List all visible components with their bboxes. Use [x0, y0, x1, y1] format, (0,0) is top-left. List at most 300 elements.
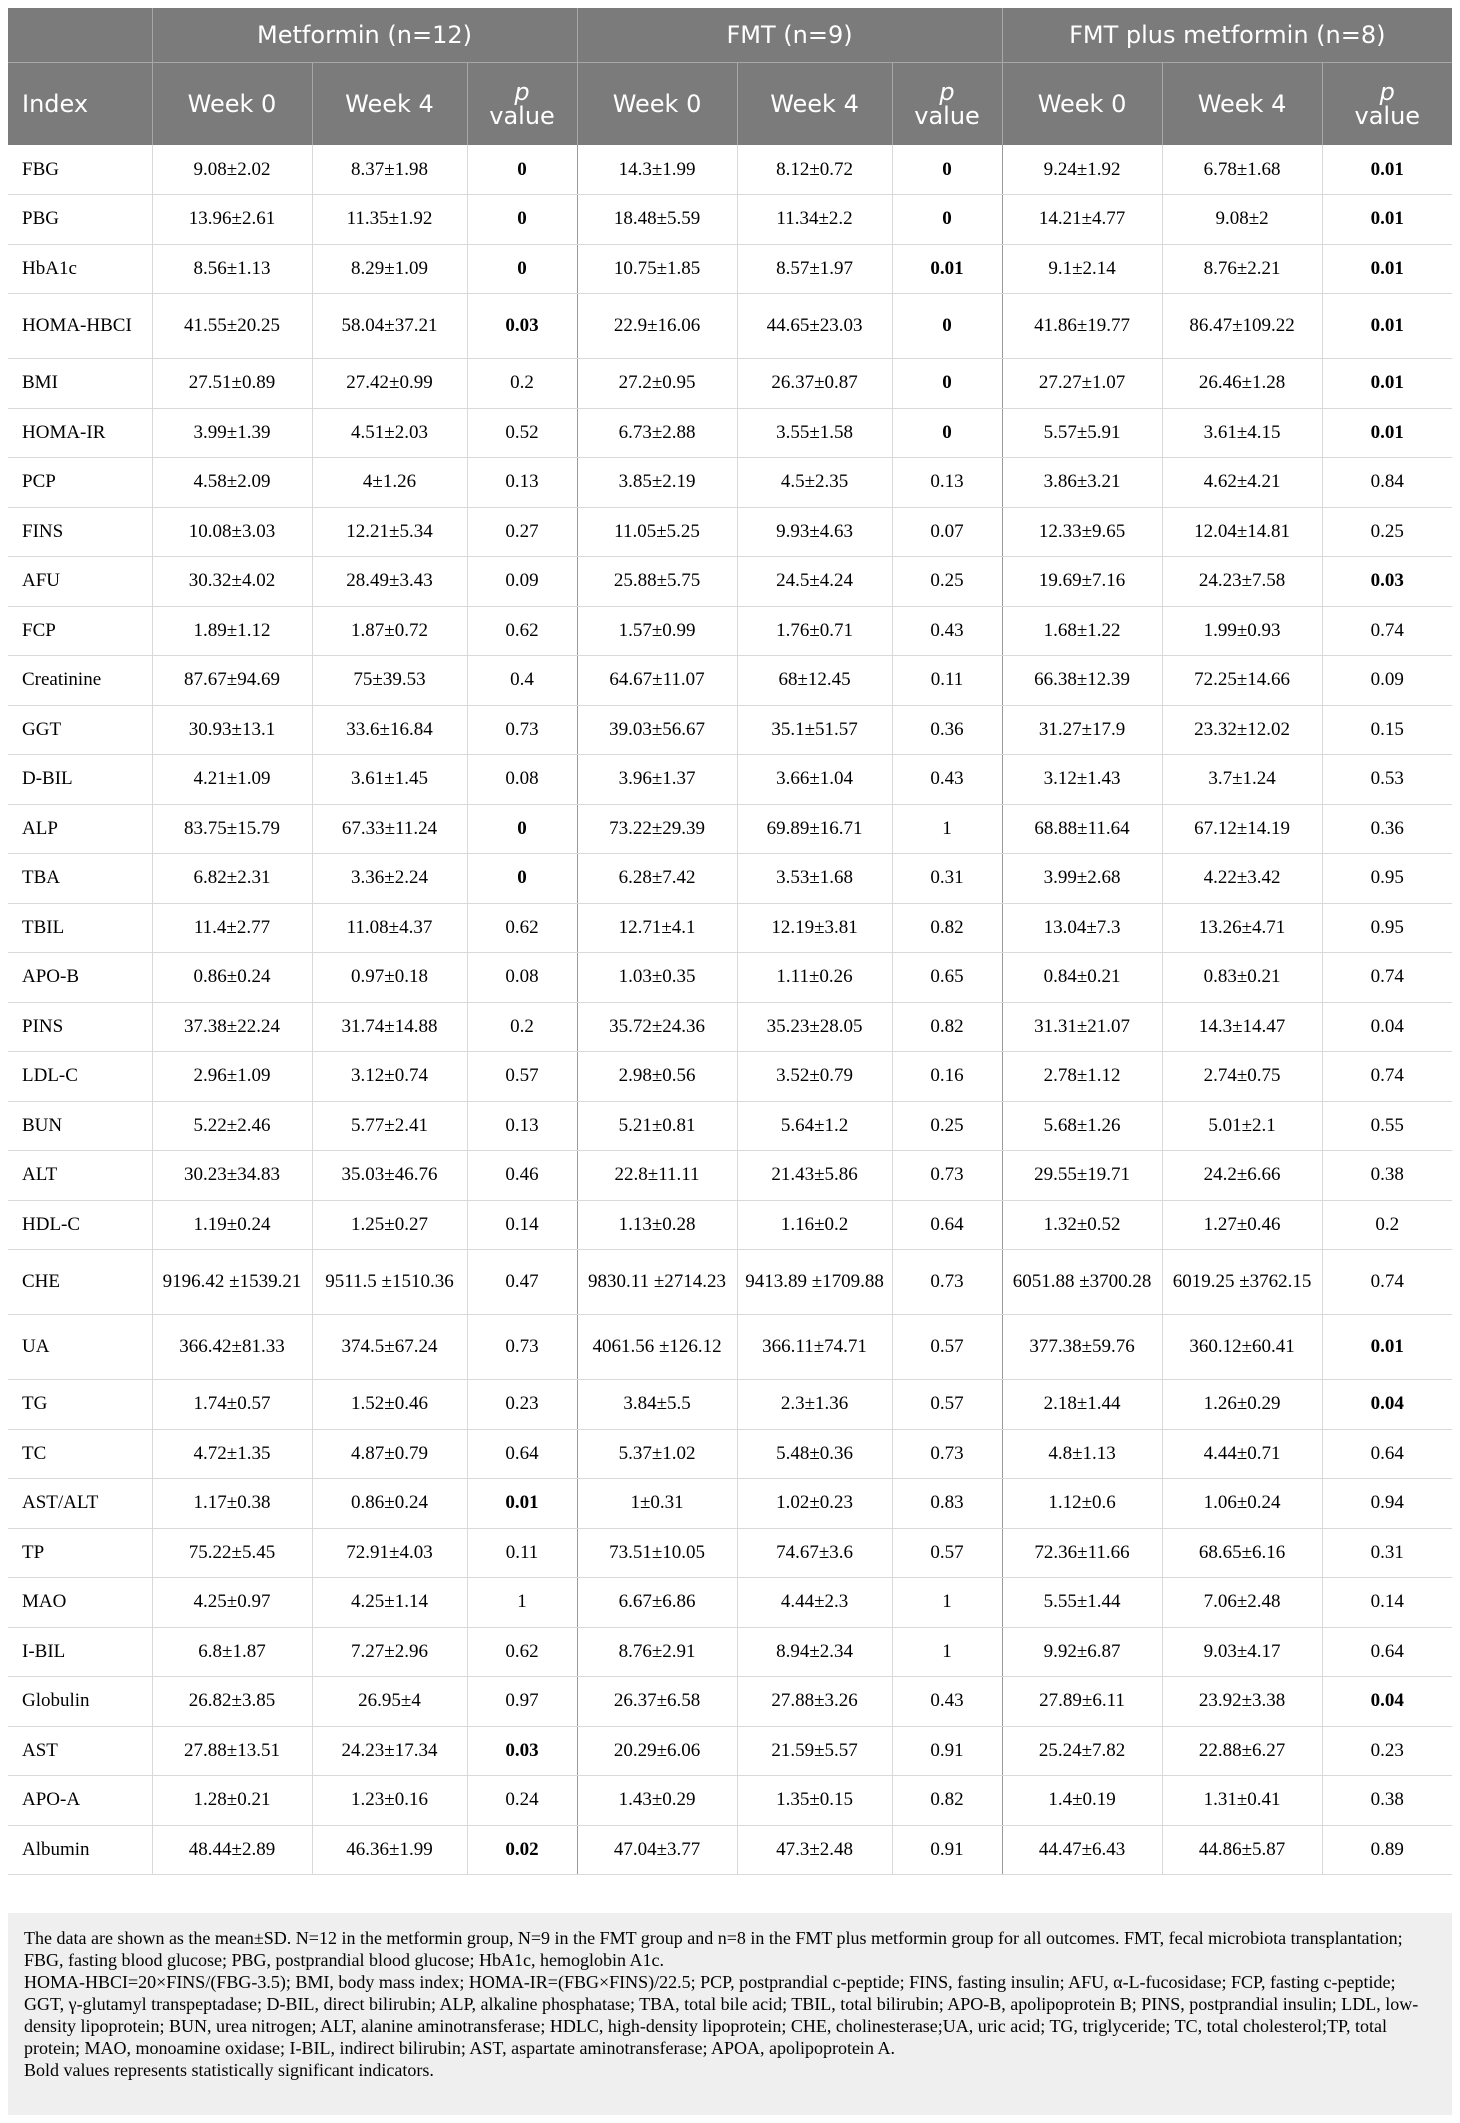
row-index-label: ALP	[8, 804, 152, 854]
table-row	[8, 1776, 1452, 1826]
value-cell: 29.55±19.71	[1002, 1151, 1162, 1201]
p-value-cell: 0	[892, 408, 1002, 458]
value-cell: 3.85±2.19	[577, 458, 737, 508]
value-cell: 4.8±1.13	[1002, 1429, 1162, 1479]
p-value-cell: 0.03	[1322, 557, 1452, 607]
value-cell: 9.93±4.63	[737, 507, 892, 557]
table-row	[8, 1200, 1452, 1250]
value-cell: 1.74±0.57	[152, 1380, 312, 1430]
group-header-metformin: Metformin (n=12)	[152, 8, 577, 63]
value-cell: 4.25±0.97	[152, 1578, 312, 1628]
value-cell: 68.65±6.16	[1162, 1528, 1322, 1578]
table-row	[8, 1250, 1452, 1315]
value-cell: 26.37±6.58	[577, 1677, 737, 1727]
value-cell: 87.67±94.69	[152, 656, 312, 706]
p-value-cell: 0.23	[467, 1380, 577, 1430]
value-cell: 9.08±2	[1162, 195, 1322, 245]
p-value-cell: 0.53	[1322, 755, 1452, 805]
p-value-cell: 0.09	[467, 557, 577, 607]
p-value-cell: 0.27	[467, 507, 577, 557]
p-value-cell: 0.64	[1322, 1429, 1452, 1479]
value-cell: 8.76±2.91	[577, 1627, 737, 1677]
table-row	[8, 1002, 1452, 1052]
p-value-cell: 0.2	[467, 1002, 577, 1052]
row-index-label: AST/ALT	[8, 1479, 152, 1529]
value-cell: 8.94±2.34	[737, 1627, 892, 1677]
value-cell: 35.1±51.57	[737, 705, 892, 755]
value-cell: 6051.88 ±3700.28	[1002, 1250, 1162, 1315]
p-value-cell: 0.57	[892, 1315, 1002, 1380]
value-cell: 12.21±5.34	[312, 507, 467, 557]
value-cell: 6.67±6.86	[577, 1578, 737, 1628]
value-cell: 6.78±1.68	[1162, 145, 1322, 195]
p-value-cell: 0	[467, 244, 577, 294]
p-value-cell: 0.62	[467, 1627, 577, 1677]
value-cell: 35.72±24.36	[577, 1002, 737, 1052]
value-cell: 6019.25 ±3762.15	[1162, 1250, 1322, 1315]
value-cell: 1.31±0.41	[1162, 1776, 1322, 1826]
row-index-label: APO-B	[8, 953, 152, 1003]
results-table-container	[8, 8, 1452, 1875]
row-index-label: TC	[8, 1429, 152, 1479]
p-value-cell: 0.89	[1322, 1825, 1452, 1875]
value-cell: 1.35±0.15	[737, 1776, 892, 1826]
p-value-cell: 0.55	[1322, 1101, 1452, 1151]
table-row	[8, 1151, 1452, 1201]
table-row	[8, 705, 1452, 755]
value-cell: 4.22±3.42	[1162, 854, 1322, 904]
p-value-cell: 0.91	[892, 1726, 1002, 1776]
value-cell: 41.86±19.77	[1002, 294, 1162, 359]
p-value-cell: 1	[467, 1578, 577, 1628]
p-value-cell: 0.11	[892, 656, 1002, 706]
value-cell: 5.21±0.81	[577, 1101, 737, 1151]
value-cell: 2.98±0.56	[577, 1052, 737, 1102]
p-value-cell: 0.31	[892, 854, 1002, 904]
p-value-cell: 0	[467, 145, 577, 195]
value-cell: 26.46±1.28	[1162, 359, 1322, 409]
footnote-line: HOMA-HBCI=20×FINS/(FBG-3.5); BMI, body mass index; HOMA-IR=(FBG×FINS)/22.5; PCP, postprandial c-peptide; FINS, fasting insulin; AFU, α-L-fucosidase; FCP, fasting c-peptide; GGT, γ-glutamyl transpeptadase; D-BIL, direct bilirubin; ALP, alkaline phosphatase; TBA, total bile acid; TBIL, total bilirubin; APO-B, apolipoprotein B; PINS, postprandial insulin; LDL, low-density lipoprotein; BUN, urea nitrogen; ALT, alanine aminotransferase; HDLC, high-density lipoprotein; CHE, cholinesterase;UA, uric acid; TG, triglyceride; TC, total cholesterol;TP, total protein; MAO, monoamine oxidase; I-BIL, indirect bilirubin; AST, aspartate aminotransferase; APOA, apolipoprotein A.	[24, 1972, 1419, 2058]
value-cell: 4.58±2.09	[152, 458, 312, 508]
value-cell: 35.03±46.76	[312, 1151, 467, 1201]
p-value-cell: 0.84	[1322, 458, 1452, 508]
column-header-week4: Week 4	[312, 63, 467, 146]
row-index-label: Globulin	[8, 1677, 152, 1727]
p-value-cell: 0.64	[892, 1200, 1002, 1250]
value-cell: 8.76±2.21	[1162, 244, 1322, 294]
p-value-cell: 0.82	[892, 903, 1002, 953]
value-cell: 4±1.26	[312, 458, 467, 508]
value-cell: 64.67±11.07	[577, 656, 737, 706]
table-row	[8, 145, 1452, 195]
value-cell: 1.06±0.24	[1162, 1479, 1322, 1529]
row-index-label: AFU	[8, 557, 152, 607]
value-cell: 8.57±1.97	[737, 244, 892, 294]
value-cell: 9511.5 ±1510.36	[312, 1250, 467, 1315]
p-value-cell: 0.2	[467, 359, 577, 409]
row-index-label: D-BIL	[8, 755, 152, 805]
value-cell: 46.36±1.99	[312, 1825, 467, 1875]
p-value-cell: 0.36	[1322, 804, 1452, 854]
p-value-cell: 0.01	[1322, 294, 1452, 359]
row-index-label: HOMA-IR	[8, 408, 152, 458]
value-cell: 1.13±0.28	[577, 1200, 737, 1250]
table-row	[8, 656, 1452, 706]
value-cell: 1.99±0.93	[1162, 606, 1322, 656]
p-value-cell: 0.14	[467, 1200, 577, 1250]
p-value-cell: 0.57	[467, 1052, 577, 1102]
p-value-cell: 0.02	[467, 1825, 577, 1875]
value-cell: 374.5±67.24	[312, 1315, 467, 1380]
row-index-label: ALT	[8, 1151, 152, 1201]
row-index-label: MAO	[8, 1578, 152, 1628]
value-cell: 5.64±1.2	[737, 1101, 892, 1151]
value-cell: 12.71±4.1	[577, 903, 737, 953]
value-cell: 5.37±1.02	[577, 1429, 737, 1479]
p-value-cell: 0	[467, 195, 577, 245]
table-row	[8, 953, 1452, 1003]
value-cell: 68±12.45	[737, 656, 892, 706]
value-cell: 24.23±7.58	[1162, 557, 1322, 607]
p-value-cell: 0.73	[892, 1250, 1002, 1315]
p-value-cell: 0.82	[892, 1776, 1002, 1826]
p-value-cell: 0.38	[1322, 1151, 1452, 1201]
value-cell: 11.05±5.25	[577, 507, 737, 557]
header-blank-cell	[8, 8, 152, 63]
value-cell: 3.55±1.58	[737, 408, 892, 458]
value-label: value	[1354, 102, 1421, 130]
row-index-label: TBA	[8, 854, 152, 904]
value-cell: 68.88±11.64	[1002, 804, 1162, 854]
p-value-cell: 0.65	[892, 953, 1002, 1003]
value-cell: 33.6±16.84	[312, 705, 467, 755]
value-cell: 2.18±1.44	[1002, 1380, 1162, 1430]
table-row	[8, 1825, 1452, 1875]
p-value-cell: 0.08	[467, 953, 577, 1003]
p-value-cell: 0.43	[892, 755, 1002, 805]
row-index-label: FINS	[8, 507, 152, 557]
p-value-cell: 1	[892, 1627, 1002, 1677]
value-cell: 9.24±1.92	[1002, 145, 1162, 195]
value-cell: 12.19±3.81	[737, 903, 892, 953]
value-cell: 30.32±4.02	[152, 557, 312, 607]
value-cell: 5.22±2.46	[152, 1101, 312, 1151]
p-value-cell: 0.57	[892, 1528, 1002, 1578]
value-cell: 11.34±2.2	[737, 195, 892, 245]
value-cell: 1.16±0.2	[737, 1200, 892, 1250]
value-cell: 366.11±74.71	[737, 1315, 892, 1380]
table-row	[8, 1578, 1452, 1628]
value-cell: 1.4±0.19	[1002, 1776, 1162, 1826]
value-cell: 3.61±4.15	[1162, 408, 1322, 458]
value-cell: 24.23±17.34	[312, 1726, 467, 1776]
table-footnotes	[8, 1913, 1452, 2115]
value-cell: 21.59±5.57	[737, 1726, 892, 1776]
row-index-label: UA	[8, 1315, 152, 1380]
value-cell: 39.03±56.67	[577, 705, 737, 755]
p-label: p	[514, 78, 530, 106]
value-cell: 3.7±1.24	[1162, 755, 1322, 805]
group-header-row	[8, 8, 1452, 63]
p-value-cell: 0.16	[892, 1052, 1002, 1102]
row-index-label: TG	[8, 1380, 152, 1430]
value-cell: 44.47±6.43	[1002, 1825, 1162, 1875]
table-row	[8, 1528, 1452, 1578]
value-cell: 0.83±0.21	[1162, 953, 1322, 1003]
value-cell: 26.37±0.87	[737, 359, 892, 409]
row-index-label: FCP	[8, 606, 152, 656]
value-cell: 1.11±0.26	[737, 953, 892, 1003]
value-cell: 4.44±0.71	[1162, 1429, 1322, 1479]
row-index-label: AST	[8, 1726, 152, 1776]
value-cell: 9.03±4.17	[1162, 1627, 1322, 1677]
value-cell: 1.57±0.99	[577, 606, 737, 656]
p-value-cell: 0	[892, 195, 1002, 245]
p-value-cell: 0	[892, 145, 1002, 195]
table-row	[8, 1627, 1452, 1677]
p-value-cell: 0.01	[1322, 244, 1452, 294]
p-value-cell: 0.43	[892, 1677, 1002, 1727]
column-header-index: Index	[8, 63, 152, 146]
value-cell: 0.86±0.24	[312, 1479, 467, 1529]
p-value-cell: 0.73	[467, 1315, 577, 1380]
value-cell: 13.26±4.71	[1162, 903, 1322, 953]
value-cell: 9196.42 ±1539.21	[152, 1250, 312, 1315]
p-value-cell: 0.73	[892, 1429, 1002, 1479]
value-cell: 8.37±1.98	[312, 145, 467, 195]
row-index-label: PINS	[8, 1002, 152, 1052]
group-header-fmt: FMT (n=9)	[577, 8, 1002, 63]
p-value-cell: 0.43	[892, 606, 1002, 656]
p-value-cell: 0.64	[1322, 1627, 1452, 1677]
p-value-cell: 0	[467, 804, 577, 854]
value-cell: 1.02±0.23	[737, 1479, 892, 1529]
p-value-cell: 0.03	[467, 294, 577, 359]
table-row	[8, 903, 1452, 953]
p-value-cell: 0.83	[892, 1479, 1002, 1529]
value-cell: 13.04±7.3	[1002, 903, 1162, 953]
value-cell: 73.51±10.05	[577, 1528, 737, 1578]
value-cell: 31.74±14.88	[312, 1002, 467, 1052]
table-row	[8, 1052, 1452, 1102]
p-value-cell: 0.31	[1322, 1528, 1452, 1578]
table-body	[8, 145, 1452, 1875]
value-cell: 10.75±1.85	[577, 244, 737, 294]
value-cell: 37.38±22.24	[152, 1002, 312, 1052]
p-value-cell: 0.64	[467, 1429, 577, 1479]
p-value-cell: 0.07	[892, 507, 1002, 557]
value-cell: 69.89±16.71	[737, 804, 892, 854]
p-value-cell: 0.52	[467, 408, 577, 458]
row-index-label: CHE	[8, 1250, 152, 1315]
p-value-cell: 0.91	[892, 1825, 1002, 1875]
p-value-cell: 0.09	[1322, 656, 1452, 706]
value-cell: 4.51±2.03	[312, 408, 467, 458]
row-index-label: HbA1c	[8, 244, 152, 294]
value-cell: 20.29±6.06	[577, 1726, 737, 1776]
value-cell: 1.17±0.38	[152, 1479, 312, 1529]
value-cell: 4061.56 ±126.12	[577, 1315, 737, 1380]
table-row	[8, 244, 1452, 294]
table-row	[8, 1677, 1452, 1727]
table-row	[8, 1380, 1452, 1430]
group-header-fmt-plus-metformin: FMT plus metformin (n=8)	[1002, 8, 1452, 63]
value-cell: 4.21±1.09	[152, 755, 312, 805]
value-cell: 11.4±2.77	[152, 903, 312, 953]
row-index-label: FBG	[8, 145, 152, 195]
value-cell: 44.65±23.03	[737, 294, 892, 359]
value-cell: 30.23±34.83	[152, 1151, 312, 1201]
value-cell: 4.25±1.14	[312, 1578, 467, 1628]
value-cell: 67.33±11.24	[312, 804, 467, 854]
value-cell: 25.24±7.82	[1002, 1726, 1162, 1776]
p-value-cell: 0	[892, 294, 1002, 359]
value-cell: 1±0.31	[577, 1479, 737, 1529]
value-cell: 3.12±1.43	[1002, 755, 1162, 805]
value-cell: 27.88±13.51	[152, 1726, 312, 1776]
value-cell: 3.66±1.04	[737, 755, 892, 805]
table-row	[8, 408, 1452, 458]
value-cell: 5.68±1.26	[1002, 1101, 1162, 1151]
value-cell: 66.38±12.39	[1002, 656, 1162, 706]
value-cell: 6.73±2.88	[577, 408, 737, 458]
value-cell: 8.56±1.13	[152, 244, 312, 294]
value-cell: 1.76±0.71	[737, 606, 892, 656]
value-cell: 24.2±6.66	[1162, 1151, 1322, 1201]
table-row	[8, 294, 1452, 359]
value-cell: 1.87±0.72	[312, 606, 467, 656]
value-cell: 1.26±0.29	[1162, 1380, 1322, 1430]
row-index-label: I-BIL	[8, 1627, 152, 1677]
value-cell: 1.52±0.46	[312, 1380, 467, 1430]
value-cell: 14.3±14.47	[1162, 1002, 1322, 1052]
p-value-cell: 0.23	[1322, 1726, 1452, 1776]
value-cell: 48.44±2.89	[152, 1825, 312, 1875]
p-value-cell: 0.74	[1322, 1052, 1452, 1102]
value-cell: 31.27±17.9	[1002, 705, 1162, 755]
p-value-cell: 0.82	[892, 1002, 1002, 1052]
value-cell: 1.19±0.24	[152, 1200, 312, 1250]
value-cell: 9830.11 ±2714.23	[577, 1250, 737, 1315]
value-cell: 9.08±2.02	[152, 145, 312, 195]
row-index-label: HDL-C	[8, 1200, 152, 1250]
value-cell: 366.42±81.33	[152, 1315, 312, 1380]
value-cell: 6.8±1.87	[152, 1627, 312, 1677]
p-value-cell: 0.74	[1322, 606, 1452, 656]
value-cell: 3.36±2.24	[312, 854, 467, 904]
value-cell: 1.25±0.27	[312, 1200, 467, 1250]
value-cell: 5.01±2.1	[1162, 1101, 1322, 1151]
value-cell: 18.48±5.59	[577, 195, 737, 245]
p-value-cell: 0.57	[892, 1380, 1002, 1430]
p-value-cell: 0.4	[467, 656, 577, 706]
p-value-cell: 0	[467, 854, 577, 904]
value-cell: 9.92±6.87	[1002, 1627, 1162, 1677]
value-cell: 0.84±0.21	[1002, 953, 1162, 1003]
value-cell: 58.04±37.21	[312, 294, 467, 359]
value-cell: 3.84±5.5	[577, 1380, 737, 1430]
row-index-label: PCP	[8, 458, 152, 508]
value-cell: 7.27±2.96	[312, 1627, 467, 1677]
value-cell: 5.77±2.41	[312, 1101, 467, 1151]
value-cell: 22.8±11.11	[577, 1151, 737, 1201]
p-value-cell: 0.73	[892, 1151, 1002, 1201]
column-header-p-value	[1322, 63, 1452, 146]
p-value-cell: 0.97	[467, 1677, 577, 1727]
table-row	[8, 507, 1452, 557]
value-cell: 3.99±1.39	[152, 408, 312, 458]
p-value-cell: 0	[892, 359, 1002, 409]
p-value-cell: 0.04	[1322, 1380, 1452, 1430]
value-cell: 1.43±0.29	[577, 1776, 737, 1826]
value-cell: 4.62±4.21	[1162, 458, 1322, 508]
p-value-cell: 0.04	[1322, 1677, 1452, 1727]
value-cell: 0.86±0.24	[152, 953, 312, 1003]
p-value-cell: 0.08	[467, 755, 577, 805]
value-cell: 67.12±14.19	[1162, 804, 1322, 854]
p-value-cell: 0.74	[1322, 1250, 1452, 1315]
value-cell: 72.91±4.03	[312, 1528, 467, 1578]
row-index-label: PBG	[8, 195, 152, 245]
value-cell: 6.28±7.42	[577, 854, 737, 904]
p-value-cell: 0.73	[467, 705, 577, 755]
p-value-cell: 0.01	[467, 1479, 577, 1529]
p-value-cell: 0.01	[1322, 145, 1452, 195]
p-value-cell: 0.24	[467, 1776, 577, 1826]
p-value-cell: 0.01	[1322, 408, 1452, 458]
value-cell: 31.31±21.07	[1002, 1002, 1162, 1052]
value-cell: 2.74±0.75	[1162, 1052, 1322, 1102]
row-index-label: APO-A	[8, 1776, 152, 1826]
value-cell: 27.89±6.11	[1002, 1677, 1162, 1727]
table-row	[8, 606, 1452, 656]
p-value-cell: 0.25	[1322, 507, 1452, 557]
p-value-cell: 0.25	[892, 557, 1002, 607]
p-value-cell: 1	[892, 1578, 1002, 1628]
value-cell: 24.5±4.24	[737, 557, 892, 607]
value-cell: 83.75±15.79	[152, 804, 312, 854]
value-cell: 72.25±14.66	[1162, 656, 1322, 706]
p-value-cell: 1	[892, 804, 1002, 854]
value-cell: 2.78±1.12	[1002, 1052, 1162, 1102]
value-cell: 9413.89 ±1709.88	[737, 1250, 892, 1315]
p-value-cell: 0.01	[1322, 359, 1452, 409]
p-value-cell: 0.47	[467, 1250, 577, 1315]
value-cell: 21.43±5.86	[737, 1151, 892, 1201]
p-value-cell: 0.14	[1322, 1578, 1452, 1628]
p-label: p	[1379, 78, 1395, 106]
value-cell: 8.12±0.72	[737, 145, 892, 195]
table-row	[8, 1101, 1452, 1151]
value-cell: 47.3±2.48	[737, 1825, 892, 1875]
p-value-cell: 0.62	[467, 903, 577, 953]
table-row	[8, 557, 1452, 607]
value-cell: 73.22±29.39	[577, 804, 737, 854]
column-header-week0: Week 0	[577, 63, 737, 146]
value-cell: 4.72±1.35	[152, 1429, 312, 1479]
value-cell: 19.69±7.16	[1002, 557, 1162, 607]
value-cell: 3.12±0.74	[312, 1052, 467, 1102]
value-cell: 27.51±0.89	[152, 359, 312, 409]
row-index-label: BUN	[8, 1101, 152, 1151]
value-cell: 1.89±1.12	[152, 606, 312, 656]
value-cell: 1.12±0.6	[1002, 1479, 1162, 1529]
value-cell: 3.61±1.45	[312, 755, 467, 805]
value-cell: 28.49±3.43	[312, 557, 467, 607]
value-cell: 1.32±0.52	[1002, 1200, 1162, 1250]
value-label: value	[914, 102, 980, 130]
value-cell: 4.87±0.79	[312, 1429, 467, 1479]
